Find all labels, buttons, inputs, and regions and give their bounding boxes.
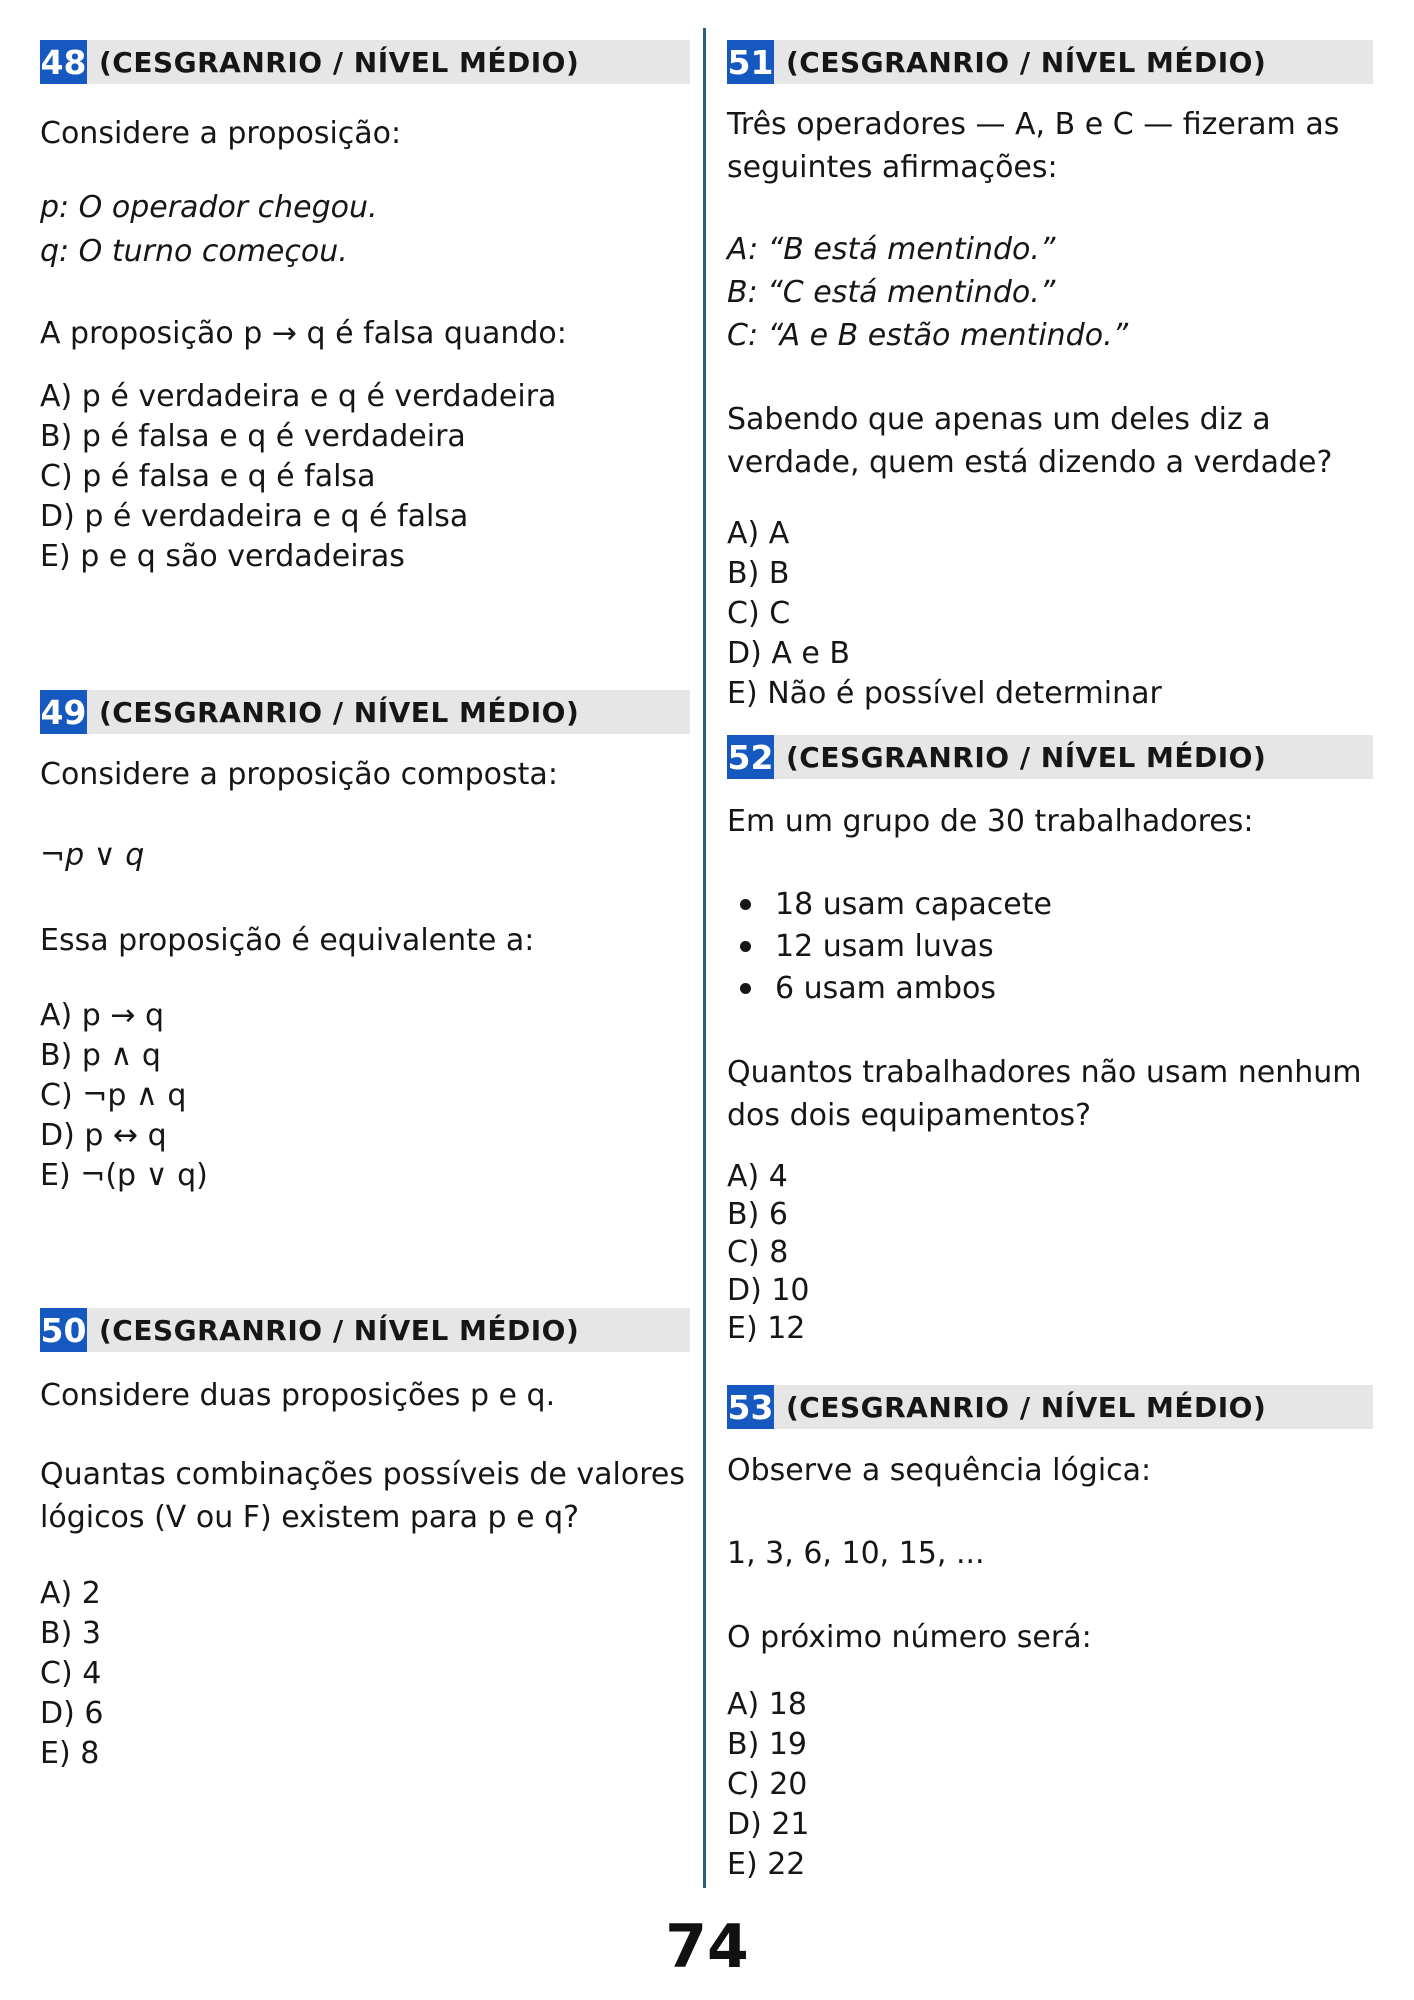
question-number-badge: 51: [727, 40, 774, 84]
option-item: C) p é falsa e q é falsa: [40, 459, 376, 494]
sequence-line: 1, 3, 6, 10, 15, ...: [727, 1536, 985, 1571]
statement-list: [40, 186, 690, 274]
bullet-dot-icon: [740, 941, 751, 952]
option-item: E) p e q são verdadeiras: [40, 539, 405, 574]
statement-list: [727, 228, 1373, 357]
options-list: [727, 514, 1373, 714]
option-item: A) A: [727, 516, 790, 551]
question-prompt: O próximo número será:: [727, 1620, 1092, 1655]
question-intro: Em um grupo de 30 trabalhadores:: [727, 804, 1254, 839]
statement-line: C: “A e B estão mentindo.”: [727, 318, 1129, 353]
question-intro: Considere a proposição composta:: [40, 757, 558, 792]
question-prompt: Quantos trabalhadores não usam nenhum dos dois equipamentos?: [727, 1055, 1362, 1133]
question-intro: Três operadores — A, B e C — fizeram as seguintes afirmações:: [727, 107, 1340, 185]
bullet-dot-icon: [740, 983, 751, 994]
option-item: D) 10: [727, 1273, 810, 1308]
bullet-dot-icon: [740, 899, 751, 910]
page-number: 74: [665, 1912, 749, 1982]
bullet-item: [727, 968, 1373, 1010]
question-source: (CESGRANRIO / NÍVEL MÉDIO): [786, 740, 1267, 774]
option-item: E) 22: [727, 1847, 806, 1882]
right-column: [727, 0, 1373, 2000]
question-source: (CESGRANRIO / NÍVEL MÉDIO): [99, 1313, 580, 1347]
bullet-item: [727, 884, 1373, 926]
question-53-header: [727, 1385, 1373, 1429]
question-source: (CESGRANRIO / NÍVEL MÉDIO): [786, 1390, 1267, 1424]
question-prompt: Essa proposição é equivalente a:: [40, 923, 535, 958]
option-item: C) 8: [727, 1235, 789, 1270]
formula-line: ¬p ∨ q: [40, 838, 145, 873]
question-51-header: [727, 40, 1373, 84]
question-48-header: [40, 40, 690, 84]
bullet-text: 6 usam ambos: [775, 971, 997, 1006]
option-item: C) 20: [727, 1767, 808, 1802]
statement-line: p: O operador chegou.: [40, 190, 378, 225]
option-item: D) 6: [40, 1696, 104, 1731]
options-list: [40, 996, 690, 1196]
question-number-badge: 48: [40, 40, 87, 84]
bullet-list: [727, 884, 1373, 1010]
option-item: E) ¬(p ∨ q): [40, 1158, 208, 1193]
question-number-badge: 52: [727, 735, 774, 779]
option-item: E) Não é possível determinar: [727, 676, 1162, 711]
option-item: B) 3: [40, 1616, 101, 1651]
left-column: [40, 0, 690, 2000]
option-item: D) 21: [727, 1807, 810, 1842]
option-item: A) p é verdadeira e q é verdadeira: [40, 379, 557, 414]
question-50-header: [40, 1308, 690, 1352]
statement-line: A: “B está mentindo.”: [727, 232, 1056, 267]
statement-line: B: “C está mentindo.”: [727, 275, 1056, 310]
option-item: C) ¬p ∧ q: [40, 1078, 187, 1113]
question-source: (CESGRANRIO / NÍVEL MÉDIO): [99, 695, 580, 729]
option-item: E) 12: [727, 1311, 806, 1346]
question-intro: Considere duas proposições p e q.: [40, 1378, 556, 1413]
options-list: [727, 1158, 1373, 1348]
column-divider: [703, 28, 706, 1888]
question-number-badge: 53: [727, 1385, 774, 1429]
option-item: A) 18: [727, 1687, 807, 1722]
bullet-item: [727, 926, 1373, 968]
option-item: D) p é verdadeira e q é falsa: [40, 499, 469, 534]
options-list: [727, 1685, 1373, 1885]
bullet-text: 12 usam luvas: [775, 929, 994, 964]
option-item: B) p ∧ q: [40, 1038, 161, 1073]
option-item: B) p é falsa e q é verdadeira: [40, 419, 466, 454]
option-item: D) A e B: [727, 636, 850, 671]
question-prompt: Quantas combinações possíveis de valores lógicos (V ou F) existem para p e q?: [40, 1457, 685, 1535]
statement-line: q: O turno começou.: [40, 234, 348, 269]
options-list: [40, 377, 690, 577]
question-prompt: Sabendo que apenas um deles diz a verdade, quem está dizendo a verdade?: [727, 402, 1333, 480]
question-intro: Observe a sequência lógica:: [727, 1453, 1152, 1488]
bullet-text: 18 usam capacete: [775, 887, 1052, 922]
question-source: (CESGRANRIO / NÍVEL MÉDIO): [99, 45, 580, 79]
option-item: D) p ↔ q: [40, 1118, 167, 1153]
option-item: A) 2: [40, 1576, 101, 1611]
question-number-badge: 50: [40, 1308, 87, 1352]
option-item: B) 6: [727, 1197, 788, 1232]
question-52-header: [727, 735, 1373, 779]
question-source: (CESGRANRIO / NÍVEL MÉDIO): [786, 45, 1267, 79]
option-item: A) p → q: [40, 998, 165, 1033]
option-item: B) B: [727, 556, 790, 591]
question-intro: Considere a proposição:: [40, 116, 402, 151]
option-item: C) C: [727, 596, 791, 631]
option-item: B) 19: [727, 1727, 807, 1762]
option-item: A) 4: [727, 1159, 788, 1194]
option-item: E) 8: [40, 1736, 100, 1771]
question-number-badge: 49: [40, 690, 87, 734]
question-prompt: A proposição p → q é falsa quando:: [40, 316, 567, 351]
option-item: C) 4: [40, 1656, 102, 1691]
question-49-header: [40, 690, 690, 734]
options-list: [40, 1574, 690, 1774]
